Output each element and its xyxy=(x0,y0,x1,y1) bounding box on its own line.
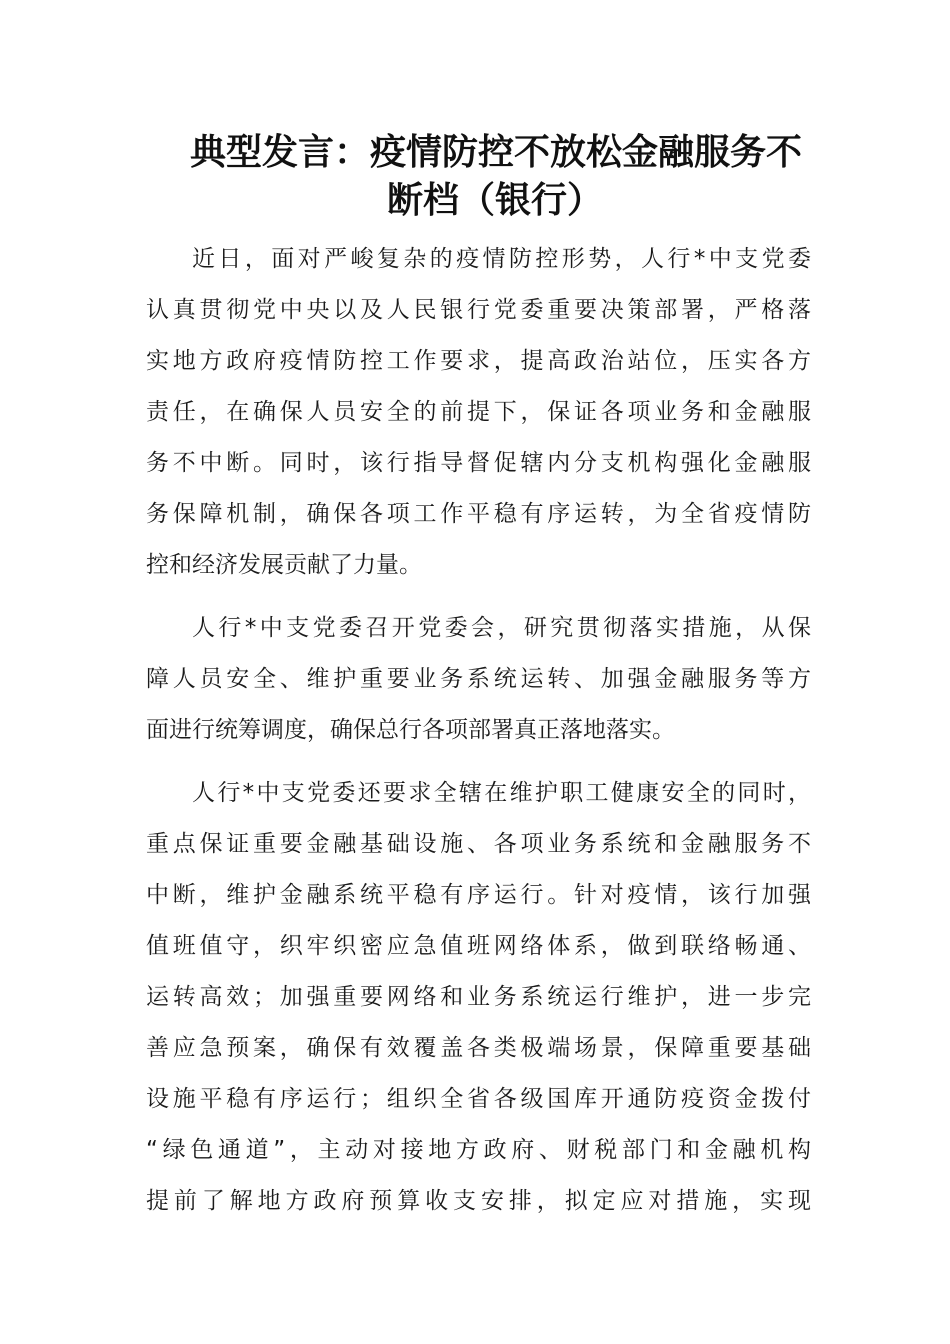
text-line: 面进行统筹调度，确保总行各项部署真正落地落实。 xyxy=(146,717,675,743)
text-line: 提前了解地方政府预算收支安排，拟定应对措施，实现 xyxy=(146,1188,811,1214)
text-line: 中断，维护金融系统平稳有序运行。针对疫情，该行加强 xyxy=(146,882,811,908)
text-line: 设施平稳有序运行；组织全省各级国库开通防疫资金拨付 xyxy=(146,1086,811,1112)
text-line: “绿色通道”，主动对接地方政府、财税部门和金融机构 xyxy=(146,1137,811,1163)
document-title xyxy=(190,128,803,224)
text-line: 控和经济发展贡献了力量。 xyxy=(146,552,422,578)
text-line: 运转高效；加强重要网络和业务系统运行维护，进一步完 xyxy=(146,984,811,1010)
text-line: 障人员安全、维护重要业务系统运转、加强金融服务等方 xyxy=(146,666,811,692)
text-line: 务不中断。同时，该行指导督促辖内分支机构强化金融服 xyxy=(146,450,811,476)
text-line: 善应急预案，确保有效覆盖各类极端场景，保障重要基础 xyxy=(146,1035,811,1061)
paragraph-3 xyxy=(146,768,811,1227)
text-line: 人行*中支党委还要求全辖在维护职工健康安全的同时， xyxy=(192,780,811,806)
text-line: 人行*中支党委召开党委会，研究贯彻落实措施，从保 xyxy=(192,615,811,641)
paragraph-1 xyxy=(146,234,811,591)
paragraph-2 xyxy=(146,603,811,756)
text-line: 近日，面对严峻复杂的疫情防控形势，人行*中支党委 xyxy=(192,246,811,272)
text-line: 值班值守，织牢织密应急值班网络体系，做到联络畅通、 xyxy=(146,933,811,959)
document-body xyxy=(146,234,811,1239)
text-line: 重点保证重要金融基础设施、各项业务系统和金融服务不 xyxy=(146,831,811,857)
text-line: 务保障机制，确保各项工作平稳有序运转，为全省疫情防 xyxy=(146,501,811,527)
text-line: 责任，在确保人员安全的前提下，保证各项业务和金融服 xyxy=(146,399,811,425)
title-line-1: 典型发言：疫情防控不放松金融服务不 xyxy=(190,131,803,173)
text-line: 认真贯彻党中央以及人民银行党委重要决策部署，严格落 xyxy=(146,297,811,323)
title-line-2: 断档（银行） xyxy=(386,179,603,221)
text-line: 实地方政府疫情防控工作要求，提高政治站位，压实各方 xyxy=(146,348,811,374)
